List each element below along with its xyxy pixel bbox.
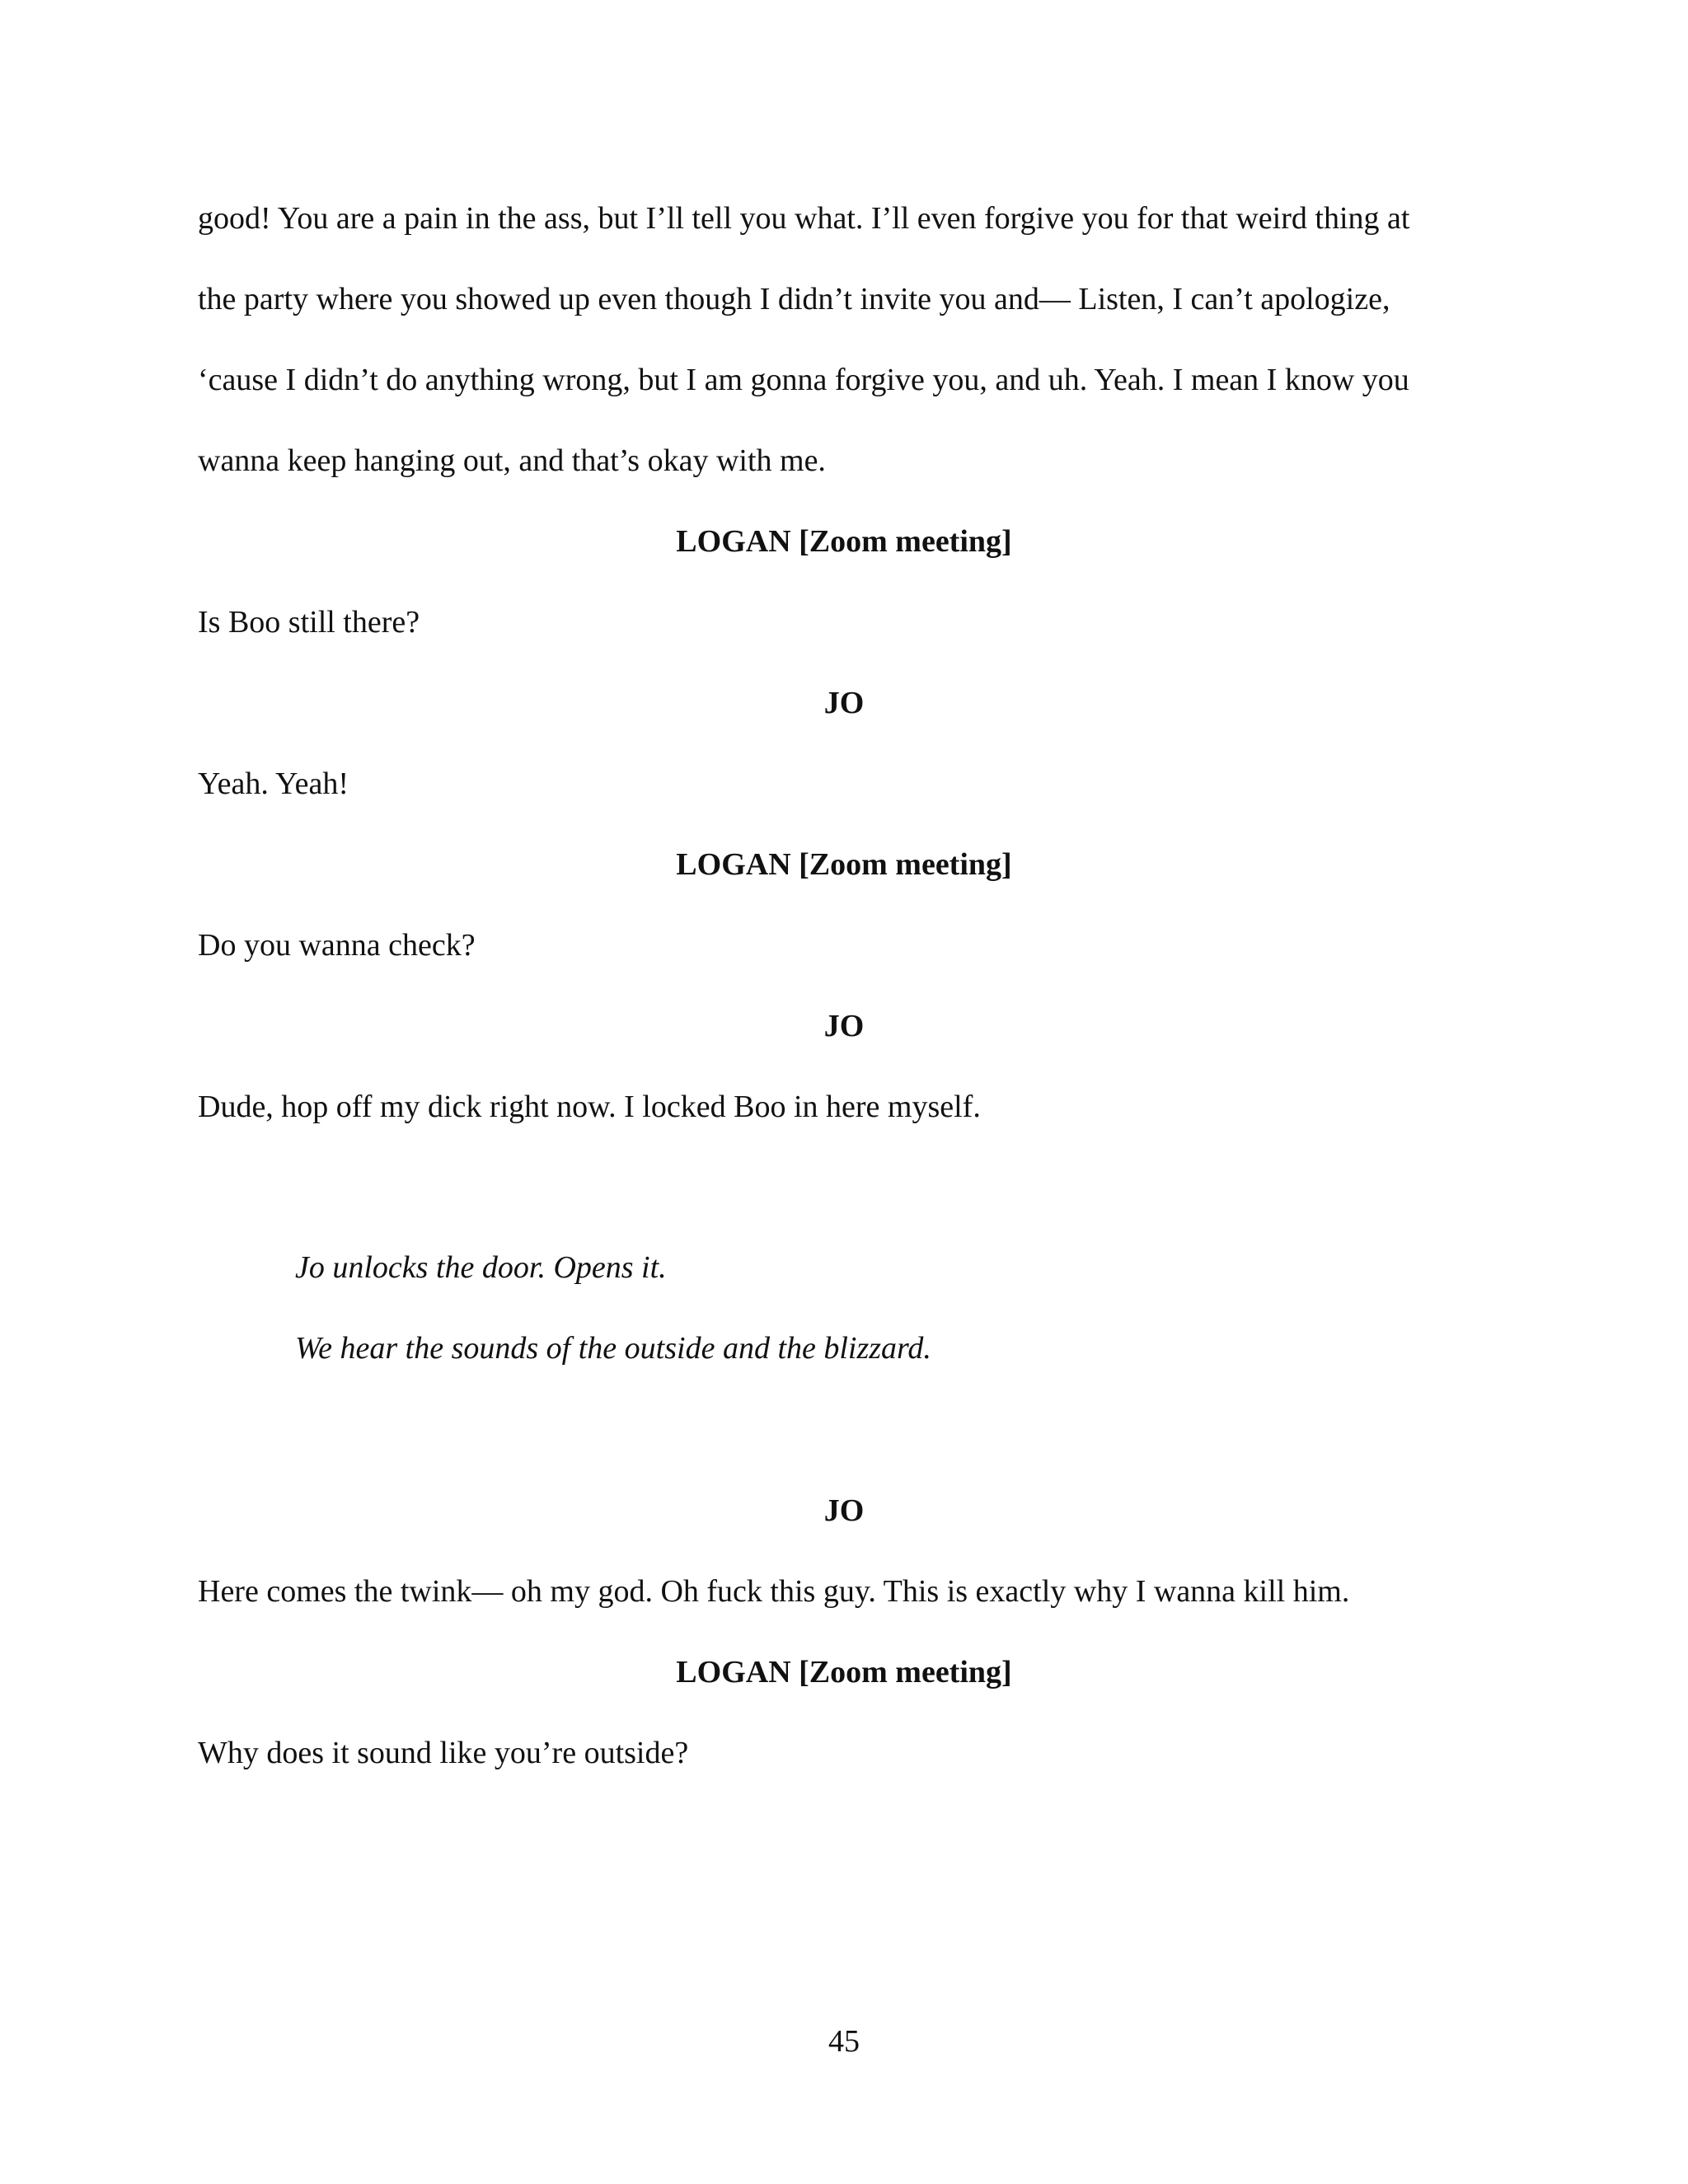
speech-line: the party where you showed up even though I didn’t invite you and— Listen, I can’t apologize, xyxy=(198,282,1390,316)
character-name: JO xyxy=(823,1009,865,1043)
stage-direction: Jo unlocks the door. Opens it. xyxy=(295,1250,667,1285)
dialogue-line: Here comes the twink— oh my god. Oh fuck this guy. This is exactly why I wanna kill him. xyxy=(198,1574,1350,1609)
page-number: 45 xyxy=(828,2024,860,2059)
dialogue-line: Why does it sound like you’re outside? xyxy=(198,1736,689,1770)
speech-line: ‘cause I didn’t do anything wrong, but I am gonna forgive you, and uh. Yeah. I mean I know you xyxy=(198,363,1409,397)
speech-line: wanna keep hanging out, and that’s okay with me. xyxy=(198,443,826,478)
dialogue-line: Dude, hop off my dick right now. I locked Boo in here myself. xyxy=(198,1090,981,1124)
character-name: LOGAN [Zoom meeting] xyxy=(676,847,1012,882)
character-name: LOGAN [Zoom meeting] xyxy=(676,524,1012,559)
stage-direction: We hear the sounds of the outside and the blizzard. xyxy=(295,1331,931,1366)
dialogue-line: Yeah. Yeah! xyxy=(198,766,349,801)
dialogue-line: Do you wanna check? xyxy=(198,928,476,963)
character-name: JO xyxy=(823,1493,865,1528)
speech-line: good! You are a pain in the ass, but I’ll tell you what. I’ll even forgive you for that weird thing at xyxy=(198,201,1410,236)
dialogue-line: Is Boo still there? xyxy=(198,605,420,640)
character-name: LOGAN [Zoom meeting] xyxy=(676,1655,1012,1690)
character-name: JO xyxy=(823,686,865,720)
